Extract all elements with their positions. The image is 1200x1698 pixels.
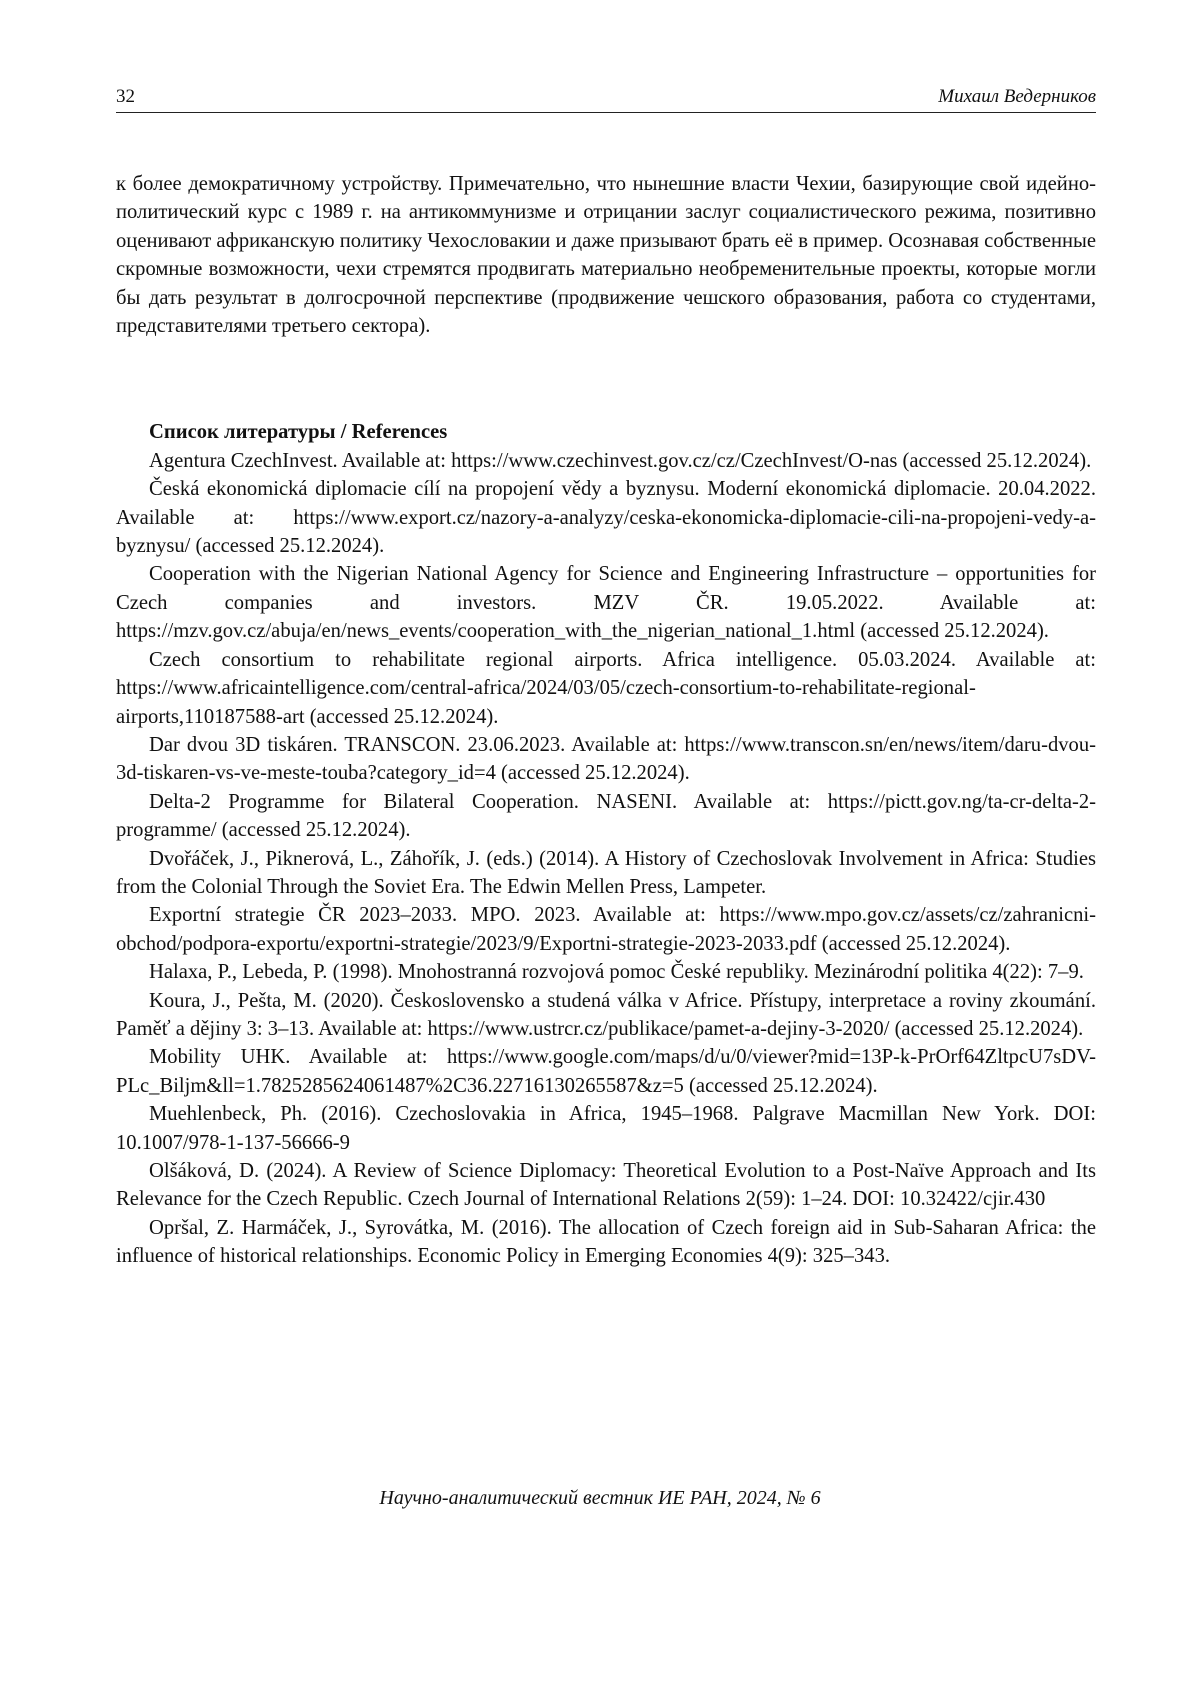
page-number: 32 (116, 86, 135, 107)
reference-item: Czech consortium to rehabilitate regional airports. Africa intelligence. 05.03.2024. Available at: https://www.africaintelligence.com/central-africa/2024/03/05/czech-consortium-to-rehabilitate-regional-airports,110187588-art (accessed 25.12.2024). (116, 648, 1096, 728)
running-head-author: Михаил Ведерников (938, 86, 1096, 107)
reference-item: Mobility UHK. Available at: https://www.google.com/maps/d/u/0/viewer?mid=13P-k-PrOrf64ZltpcU7sDV-PLc_Biljm&ll=1.7825285624061487%2C36.22716130265587&z=5 (accessed 25.12.2024). (116, 1046, 1096, 1097)
reference-item: Halaxa, P., Lebeda, P. (1998). Mnohostranná rozvojová pomoc České republiky. Mezinárodní politika 4(22): 7–9. (149, 961, 1084, 984)
body-paragraph: к более демократичному устройству. Примечательно, что нынешние власти Чехии, базирующие свой идейно-политический курс с 1989 г. на антикоммунизме и отрицании заслуг социалистического режима, позитивно оценивают африканскую политику Чехословакии и даже призывают брать её в пример. Осознавая собственные скромные возможности, чехи стремятся продвигать материально необременительные проекты, которые могли бы дать результат в долгосрочной перспективе (продвижение чешского образования, работа со студентами, представителями третьего сектора). (116, 173, 1096, 338)
reference-item: Koura, J., Pešta, M. (2020). Československo a studená válka v Africe. Přístupy, interpretace a roviny zkoumání. Paměť a dějiny 3: 3–13. Available at: https://www.ustrcr.cz/publikace/pamet-a-dejiny-3-2020/ (accessed 25.12.2024). (116, 989, 1096, 1040)
reference-item: Dvořáček, J., Piknerová, L., Záhořík, J. (eds.) (2014). A History of Czechoslovak Involvement in Africa: Studies from the Colonial Through the Soviet Era. The Edwin Mellen Press, Lampeter. (116, 847, 1096, 898)
references-heading: Список литературы / References (149, 421, 448, 444)
main-content (116, 170, 1096, 1271)
reference-item: Cooperation with the Nigerian National Agency for Science and Engineering Infrastructure – opportunities for Czech companies and investors. MZV ČR. 19.05.2022. Available at: https://mzv.gov.cz/abuja/en/news_events/cooperation_with_the_nigerian_national_1.html (accessed 25.12.2024). (116, 563, 1096, 643)
reference-item: Olšáková, D. (2024). A Review of Science Diplomacy: Theoretical Evolution to a Post-Naïve Approach and Its Relevance for the Czech Republic. Czech Journal of International Relations 2(59): 1–24. DOI: 10.32422/cjir.430 (116, 1160, 1096, 1211)
reference-item: Česká ekonomická diplomacie cílí na propojení vědy a byznysu. Moderní ekonomická diplomacie. 20.04.2022. Available at: https://www.export.cz/nazory-a-analyzy/ceska-ekonomicka-diplomacie-cili-na-propojeni-vedy-a-byznysu/ (accessed 25.12.2024). (116, 478, 1096, 558)
reference-item: Delta-2 Programme for Bilateral Cooperation. NASENI. Available at: https://pictt.gov.ng/ta-cr-delta-2-programme/ (accessed 25.12.2024). (116, 790, 1096, 842)
reference-item: Dar dvou 3D tiskáren. TRANSCON. 23.06.2023. Available at: https://www.transcon.sn/en/news/item/daru-dvou-3d-tiskaren-vs-ve-meste-touba?category_id=4 (accessed 25.12.2024). (116, 733, 1096, 785)
journal-footer: Научно-аналитический вестник ИЕ РАН, 2024, № 6 (379, 1487, 821, 1509)
reference-item: Agentura CzechInvest. Available at: https://www.czechinvest.gov.cz/cz/CzechInvest/O-nas (accessed 25.12.2024). (149, 449, 1092, 472)
references-list (116, 447, 1096, 1271)
reference-item: Muehlenbeck, Ph. (2016). Czechoslovakia in Africa, 1945–1968. Palgrave Macmillan New York. DOI: 10.1007/978-1-137-56666-9 (116, 1103, 1096, 1154)
page-header (116, 86, 1096, 113)
reference-item: Exportní strategie ČR 2023–2033. MPO. 2023. Available at: https://www.mpo.gov.cz/assets/cz/zahranicni-obchod/podpora-exportu/exportni-strategie/2023/9/Exportni-strategie-2023-2033.pdf (accessed 25.12.2024). (116, 904, 1096, 955)
reference-item: Opršal, Z. Harmáček, J., Syrovátka, M. (2016). The allocation of Czech foreign aid in Sub-Saharan Africa: the influence of historical relationships. Economic Policy in Emerging Economies 4(9): 325–343. (116, 1216, 1096, 1268)
